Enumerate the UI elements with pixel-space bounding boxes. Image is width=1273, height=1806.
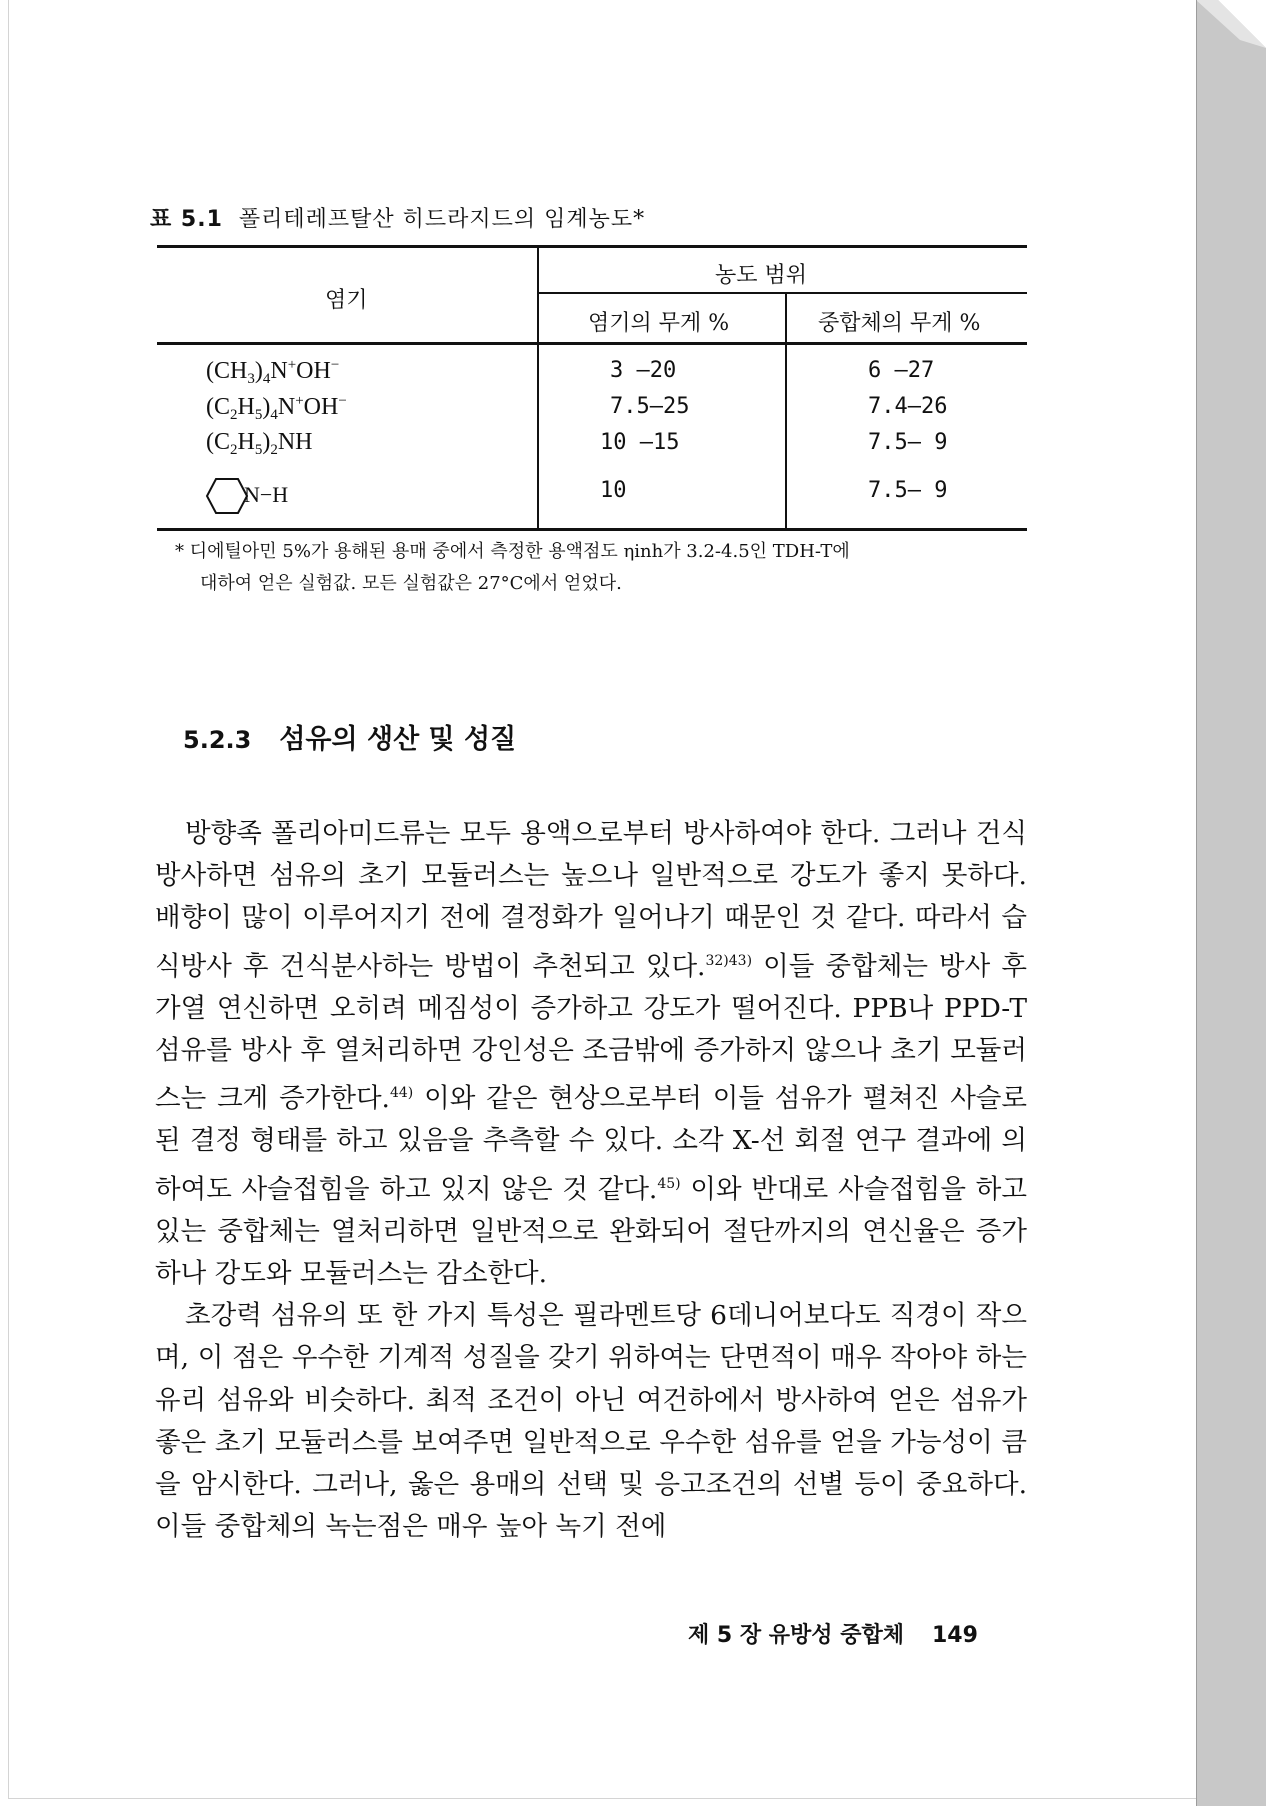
paragraph-text: 방향족 폴리아미드류는 모두 용액으로부터 방사하여야 한다. 그러나 건식방사하면 섬유의 초기 모듈러스는 높으나 일반적으로 강도가 좋지 못하다. 배향이 많이 이루어지기 전에 결정화가 일어나기 때문인 것 같다. 따라서 습식방사 후 건식분사하는 방법이 추천되고 있다.	[155, 818, 1027, 982]
section-heading	[183, 717, 516, 756]
table-caption-title: 폴리테레프탈산 히드라지드의 임계농도*	[238, 207, 646, 232]
table-header-base: 염기	[325, 288, 368, 313]
paragraph-text: 이와 반대로 사슬접힘을 하고 있는 중합체는 열처리하면 일반적으로 완화되어 절단까지의 연신율은 증가하나 강도와 모듈러스는 감소한다.	[155, 1173, 1027, 1290]
reference-mark: 44)	[389, 1085, 414, 1102]
reference-mark: 32)43)	[705, 952, 753, 969]
page-number: 149	[931, 1623, 978, 1648]
piperidine-ring-icon	[204, 476, 248, 516]
table-header-rule	[157, 342, 1027, 345]
page-footer	[688, 1618, 978, 1649]
table-header-range: 농도 범위	[715, 263, 808, 288]
table-caption-label: 표 5.1	[150, 207, 223, 232]
table-column-divider	[537, 247, 539, 528]
table-column-divider	[785, 294, 787, 528]
paragraph-text: 이들 중합체는 방사 후 가열 연신하면 오히려 메짐성이 증가하고 강도가 떨어진다. PPB나 PPD-T섬유를 방사 후 열처리하면 강인성은 조금밖에 증가하지 않으나 초기 모듈러스는 크게 증가한다.	[155, 950, 1027, 1115]
table-caption	[150, 202, 645, 233]
table-cell-base-piperidine	[204, 476, 288, 516]
table-footnote-line2: 대하여 얻은 실험값. 모든 실험값은 27°C에서 얻었다.	[200, 573, 622, 594]
piperidine-label: N−H	[244, 482, 289, 507]
table-cell-base-wt: 10 —15	[600, 430, 680, 455]
body-text	[155, 813, 1027, 1548]
paragraph	[155, 813, 1027, 1295]
paragraph: 초강력 섬유의 또 한 가지 특성은 필라멘트당 6데니어보다도 직경이 작으며, 이 점은 우수한 기계적 성질을 갖기 위하여는 단면적이 매우 작아야 하는 유리 섬유와 비슷하다. 최적 조건이 아닌 여건하에서 방사하여 얻은 섬유가 좋은 초기 모듈러스를 보여주면 일반적으로 우수한 섬유를 얻을 가능성이 큼을 암시한다. 그러나, 옳은 용매의 선택 및 응고조건의 선별 등이 중요하다. 이들 중합체의 녹는점은 매우 높아 녹기 전에	[155, 1300, 1027, 1543]
table-cell-base-wt: 7.5—25	[610, 394, 690, 419]
table-cell-base-wt: 3 —20	[610, 358, 677, 383]
page-stack-edge	[1196, 0, 1268, 1806]
table-cell-polymer-wt: 6 —27	[868, 358, 935, 383]
table-sub-rule	[537, 292, 1027, 294]
table-header-polymer-weight: 중합체의 무게 %	[818, 311, 981, 336]
table-bottom-rule	[157, 528, 1027, 531]
paragraph-text: 이와 같은 현상으로부터 이들 섬유가 펼쳐진 사슬로된 결정 형태를 하고 있음을 추측할 수 있다. 소각 X-선 회절 연구 결과에 의하여도 사슬접힘을 하고 있지 않은 것 같다.	[155, 1083, 1027, 1205]
table-footnote-line1: * 디에틸아민 5%가 용해된 용매 중에서 측정한 용액점도 ηinh가 3.2-4.5인 TDH-T에	[175, 541, 850, 562]
table-cell-base: $(CH_3)_4N^+OH^-$	[206, 357, 340, 387]
table-top-rule	[157, 245, 1027, 248]
table-cell-polymer-wt: 7.4—26	[868, 394, 948, 419]
chapter-title: 제 5 장 유방성 중합체	[688, 1623, 904, 1648]
table-cell-base: $(C_2H_5)_4N^+OH^-$	[206, 393, 347, 423]
section-title: 섬유의 생산 및 성질	[279, 724, 517, 755]
section-number: 5.2.3	[183, 726, 252, 754]
table-cell-base: $(C_2H_5)_2NH$	[206, 429, 313, 458]
table-cell-base-wt: 10	[600, 478, 627, 503]
table-header-base-weight: 염기의 무게 %	[588, 311, 730, 336]
table-cell-polymer-wt: 7.5— 9	[868, 430, 948, 455]
reference-mark: 45)	[657, 1175, 681, 1192]
table-cell-polymer-wt: 7.5— 9	[868, 478, 948, 503]
